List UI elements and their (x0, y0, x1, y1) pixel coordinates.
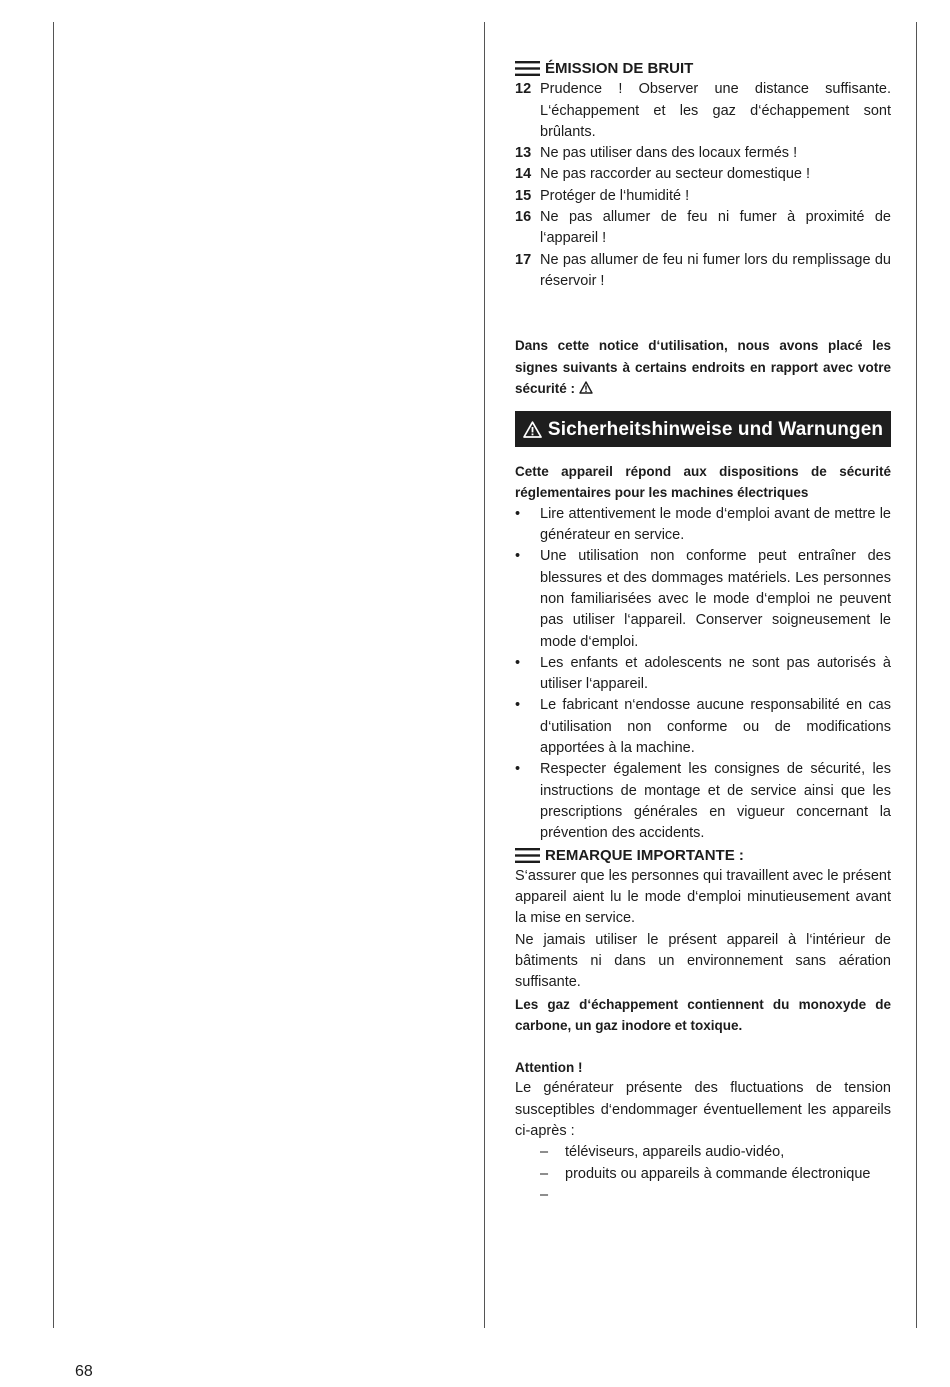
attention-heading: Attention ! (515, 1060, 583, 1076)
carbon-monoxide-warning: Les gaz d‘échappement contiennent du monoxyde de carbone, un gaz inodore et toxique. (515, 996, 891, 1033)
safety-lead: Cette appareil répond aux dispositions de sécurité réglementaires pour les machines électriques (515, 464, 891, 501)
bullet-text: Une utilisation non conforme peut entraîner des blessures et des dommages matériels. Les personnes non familiarisées avec le mode d‘emploi ne peuvent pas utiliser l‘appareil. Conserver soigneusement le mode d‘emploi. (540, 548, 891, 650)
center-column-rule (484, 22, 485, 1328)
numbered-item (515, 143, 891, 164)
numbered-item (515, 79, 891, 143)
bullet-dot: • (515, 505, 521, 522)
bullet-item (515, 695, 891, 759)
item-number: 16 (515, 209, 532, 226)
item-text: Protéger de l‘humidité ! (540, 187, 690, 204)
remark-heading (515, 845, 891, 866)
page-number: 68 (75, 1363, 93, 1380)
item-text: Ne pas utiliser dans des locaux fermés ! (540, 145, 798, 162)
item-number: 17 (515, 251, 532, 268)
bullet-dot: • (515, 697, 521, 714)
dash-item (515, 1142, 891, 1163)
item-number: 12 (515, 81, 532, 98)
item-text: Prudence ! Observer une distance suffisante. L‘échappement et les gaz d‘échappement sont brûlants. (540, 81, 891, 140)
right-column (515, 58, 891, 1206)
bullet-dot: • (515, 761, 521, 778)
dash-mark: – (540, 1144, 549, 1161)
noise-heading (515, 58, 891, 79)
dash-item (515, 1164, 891, 1185)
attention-text: Le générateur présente des fluctuations de tension susceptibles d‘endommager éventuellement les appareils ci-après : (515, 1080, 891, 1140)
bullet-dot: • (515, 654, 521, 671)
safety-banner-title: Sicherheitshinweise und Warnungen (547, 418, 884, 440)
left-column-rule (53, 22, 54, 1328)
intro-note (515, 335, 891, 399)
dash-text: téléviseurs, appareils audio-vidéo, (565, 1144, 785, 1161)
bullet-text: Le fabricant n‘endosse aucune responsabilité en cas d‘utilisation non conforme ou de modifications apportées à la machine. (540, 697, 891, 757)
numbered-item (515, 164, 891, 185)
numbered-item (515, 207, 891, 250)
remark-paragraph: S‘assurer que les personnes qui travaillent avec le présent appareil aient lu le mode d‘emploi minutieusement avant la mise en service. (515, 867, 891, 927)
item-number: 13 (515, 145, 532, 162)
menu-lines-icon (515, 61, 540, 76)
warning-triangle-icon (579, 381, 593, 394)
remark-heading-text: REMARQUE IMPORTANTE : (545, 846, 744, 864)
warning-triangle-icon (523, 421, 542, 438)
dash-mark: – (540, 1186, 549, 1203)
intro-note-text: Dans cette notice d‘utilisation, nous avons placé les signes suivants à certains endroits en rapport avec votre sécurité : (515, 338, 891, 396)
item-number: 14 (515, 166, 532, 183)
noise-heading-text: ÉMISSION DE BRUIT (545, 60, 694, 77)
safety-banner (515, 411, 891, 447)
bullet-item (515, 759, 891, 844)
bullet-item (515, 546, 891, 652)
remark-paragraph: Ne jamais utiliser le présent appareil à l‘intérieur de bâtiments ni dans un environnement sans aération suffisante. (515, 931, 891, 991)
numbered-item (515, 186, 891, 207)
dash-item (515, 1185, 891, 1206)
dash-text: produits ou appareils à commande électronique (565, 1165, 871, 1182)
item-text: Ne pas allumer de feu ni fumer à proximité de l‘appareil ! (540, 209, 891, 247)
item-number: 15 (515, 187, 532, 204)
bullet-text: Lire attentivement le mode d‘emploi avant de mettre le générateur en service. (540, 505, 891, 544)
item-text: Ne pas allumer de feu ni fumer lors du remplissage du réservoir ! (540, 251, 891, 289)
bullet-item (515, 653, 891, 696)
bullet-text: Les enfants et adolescents ne sont pas autorisés à utiliser l‘appareil. (540, 654, 891, 693)
bullet-dot: • (515, 548, 521, 565)
item-text: Ne pas raccorder au secteur domestique ! (540, 166, 810, 183)
right-column-rule (916, 22, 917, 1328)
bullet-text: Respecter également les consignes de sécurité, les instructions de montage et de service ainsi que les prescriptions générales en vigueur concernant la prévention des accidents. (540, 761, 891, 842)
menu-lines-icon (515, 848, 540, 863)
dash-mark: – (540, 1165, 549, 1182)
bullet-item (515, 504, 891, 547)
numbered-item (515, 250, 891, 293)
